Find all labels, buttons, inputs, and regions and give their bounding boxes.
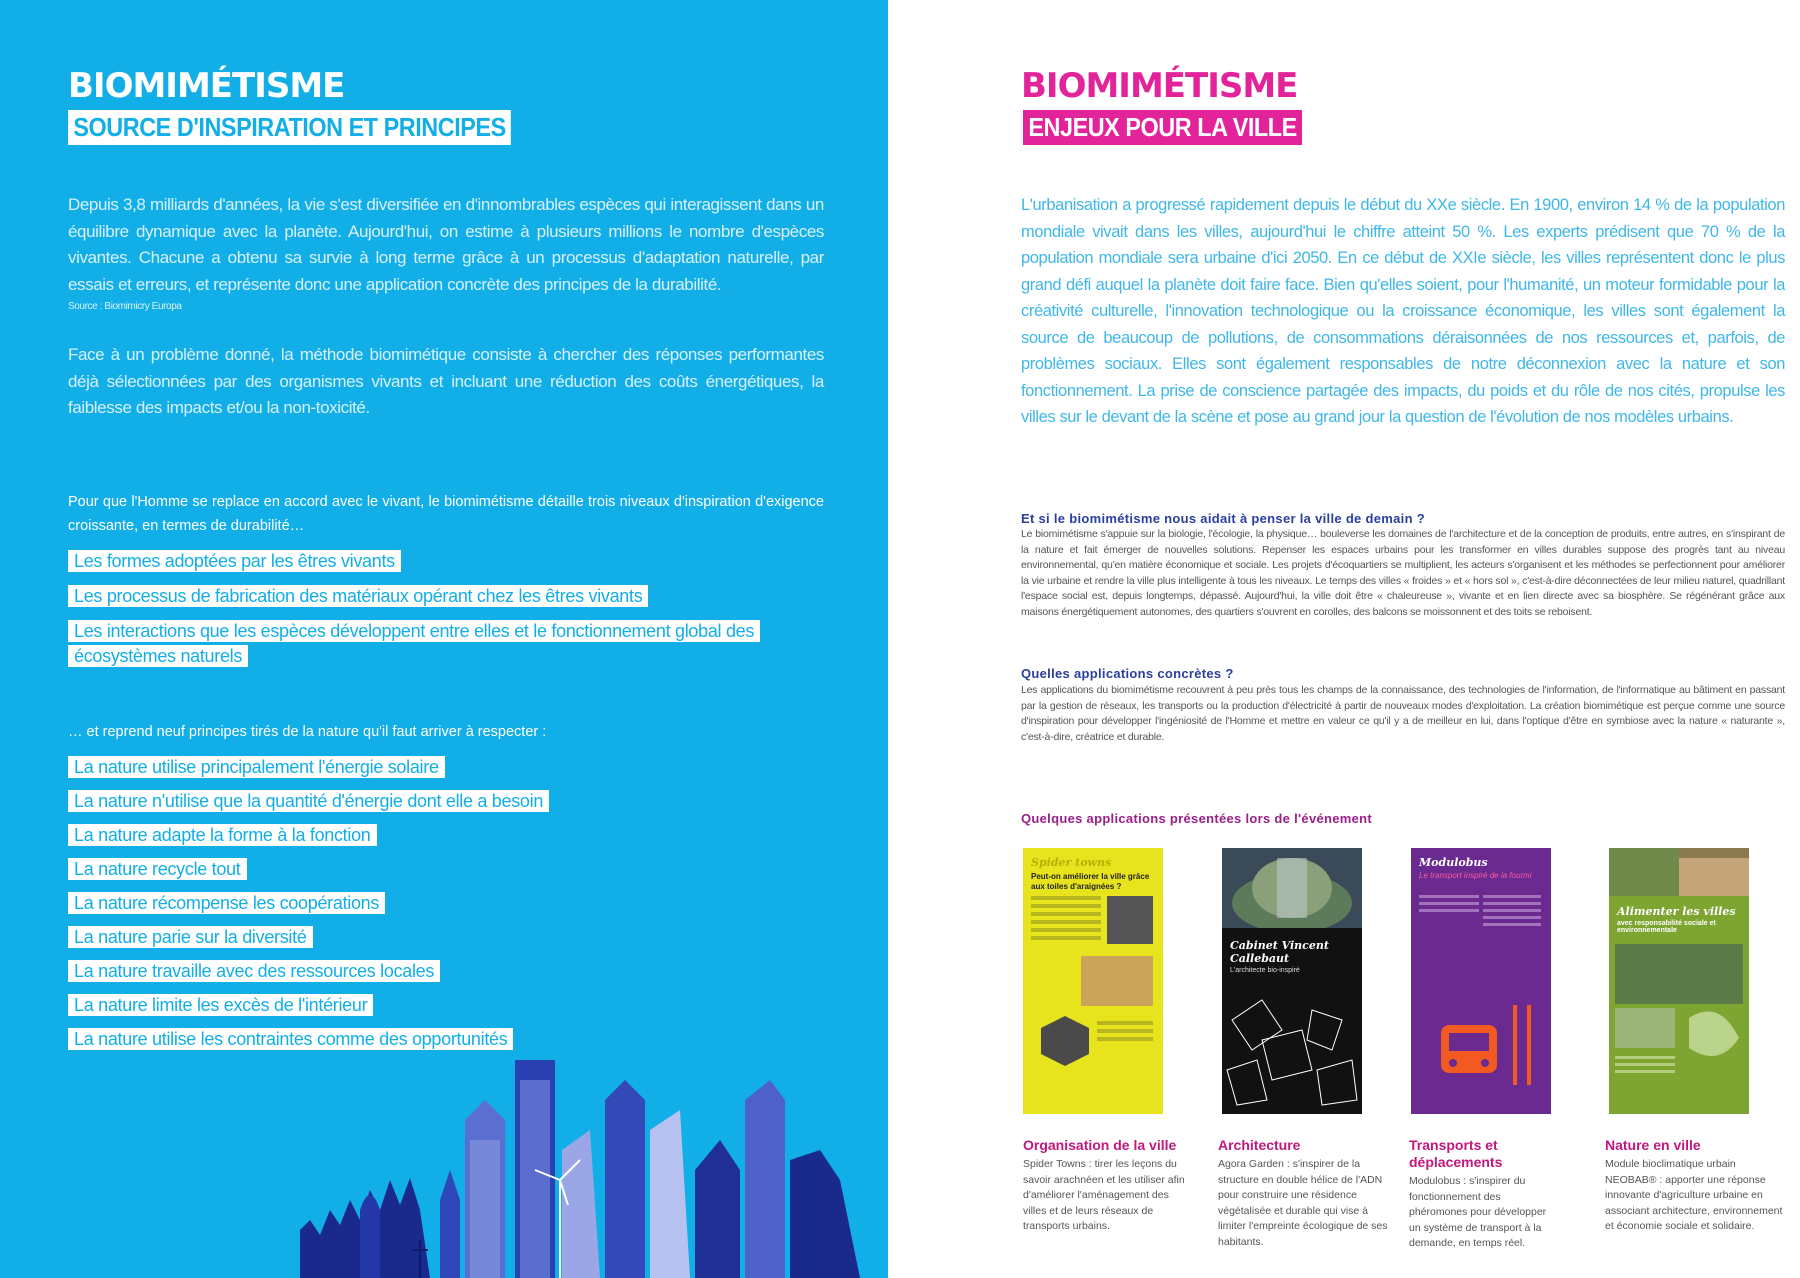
principle-label: La nature recycle tout <box>68 858 247 880</box>
level-item <box>68 549 788 574</box>
right-title: BIOMIMÉTISME <box>1021 66 1298 106</box>
principle-item <box>68 857 788 882</box>
poster-subtitle: Le transport inspiré de la fourmi <box>1419 871 1532 880</box>
caption-text-2: Agora Garden : s'inspirer de la structure en double hélice de l'ADN pour construire une résidence végétalisée et durable qui vise à limiter l'empreinte écologique de ses habitants. <box>1218 1158 1388 1248</box>
principles-list <box>68 755 788 1061</box>
level-item <box>68 584 788 609</box>
bus-illustration <box>1419 885 1543 1085</box>
poster-subtitle: avec responsabilité sociale et environnementale <box>1617 920 1716 934</box>
building-photo <box>1222 848 1362 928</box>
leaf-pattern-illustration <box>1222 980 1362 1110</box>
left-method-paragraph: Face à un problème donné, la méthode biomimétique consiste à chercher des réponses performantes déjà sélectionnées par des organismes vivants et incluant une réduction des coûts énergétiques, la faiblesse des impacts et/ou la non-toxicité. <box>68 345 824 417</box>
left-source-note: Source : Biomimicry Europa <box>68 301 182 312</box>
principle-item <box>68 755 788 780</box>
left-principles-intro: … et reprend neuf principes tirés de la nature qu'il faut arriver à respecter : <box>68 724 547 740</box>
caption-title-2: Architecture <box>1218 1137 1301 1153</box>
principle-item <box>68 959 788 984</box>
principle-label: La nature limite les excès de l'intérieur <box>68 994 373 1016</box>
principle-label: La nature travaille avec des ressources locales <box>68 960 440 982</box>
poster-modulobus <box>1411 848 1551 1114</box>
poster-nature-en-ville <box>1609 848 1749 1114</box>
poster-subtitle: Peut-on améliorer la ville grâce aux toiles d'araignées ? <box>1031 872 1150 891</box>
principle-label: La nature parie sur la diversité <box>68 926 313 948</box>
right-subtitle: ENJEUX POUR LA VILLE <box>1023 110 1302 145</box>
right-page <box>888 0 1800 1278</box>
principle-label: La nature récompense les coopérations <box>68 892 385 914</box>
caption-title-1: Organisation de la ville <box>1023 1137 1177 1153</box>
poster-title: Cabinet Vincent Callebaut <box>1230 939 1329 965</box>
level-item <box>68 619 758 669</box>
principle-label: La nature n'utilise que la quantité d'énergie dont elle a besoin <box>68 790 549 812</box>
question-heading-1: Et si le biomimétisme nous aidait à penser la ville de demain ? <box>1021 511 1425 526</box>
principle-item <box>68 1027 788 1052</box>
poster-title: Alimenter les villes <box>1617 905 1736 918</box>
left-intro-paragraph <box>68 192 824 314</box>
poster-callebaut <box>1222 848 1362 1114</box>
question-body-1: Le biomimétisme s'appuie sur la biologie, l'écologie, la physique… bouleverse les domaines de l'architecture et de la conception de produits, entre autres, en s'inspirant de la nature et fait émerger de nouvelles solutions. Repenser les espaces urbains pour les transformer en villes durables suppose des progrès tant au niveau environnemental, qu'en matière économique et sociale. Les projets d'écoquartiers se multiplient, les acteurs s'organisent et les méthodes se perfectionnent pour améliorer la vie urbaine et rendre la ville plus intelligente à tous les niveaux. Le temps des villes « froides » et « hors sol », c'est-à-dire déconnectées de leur milieu naturel, quadrillant l'espace social est, depuis longtemps, dépassé. Aujourd'hui, la ville doit être « chaleureuse », vivante et en lien directe avec sa biosphère. Se régénérant grâce aux maisons énergétiquement autonomes, des quartiers s'ouvrent en corolles, des balcons se moissonnent et des toits se reboisent. <box>1021 528 1785 618</box>
principle-label: La nature utilise les contraintes comme des opportunités <box>68 1028 513 1050</box>
question-heading-2: Quelles applications concrètes ? <box>1021 666 1234 681</box>
question-body-2: Les applications du biomimétisme recouvrent à peu près tous les champs de la connaissance, des technologies de l'information, de l'informatique au bâtiment en passant par la gestion de réseaux, les transports ou la production d'électricité à partir de nouveaux modes d'exploitation. La création biomimétique est perçue comme une source d'inspiration pour développer l'ingéniosité de l'Homme et mettre en valeur ce qu'il y a de meilleur en lui, dans l'optique d'être en symbiose avec la nature « naturante », c'est-à-dire, créatrice et durable. <box>1021 684 1785 743</box>
right-intro-paragraph: L'urbanisation a progressé rapidement depuis le début du XXe siècle. En 1900, environ 14 % de la population mondiale vivait dans les villes, aujourd'hui le chiffre atteint 50 %. Les experts prédisent que 70 % de la population mondiale sera urbaine d'ici 2050. En ce début de XXIe siècle, les villes représentent donc le plus grand défi auquel la planète doit faire face. Bien qu'elles soient, pour l'humanité, un moteur formidable pour la créativité culturelle, l'innovation technologique ou la croissance économique, les villes sont également la source de beaucoup de pollutions, de consommations déraisonnées de nos ressources et, parfois, de problèmes sociaux. Elles sont également responsables de notre déconnexion avec la nature et son fonctionnement. La prise de conscience partagée des impacts, du poids et du rôle de nos cités, propulse les villes sur le devant de la scène et pose au grand jour la question de l'évolution de nos modèles urbains. <box>1021 196 1785 426</box>
poster-spider-towns <box>1023 848 1163 1114</box>
caption-title-4: Nature en ville <box>1605 1137 1701 1153</box>
left-intro-text: Depuis 3,8 milliards d'années, la vie s'est diversifiée en d'innombrables espèces qui interagissent dans un équilibre dynamique avec la planète. Aujourd'hui, on estime à plusieurs millions le nombre d'espèces vivantes. Chacune a obtenu sa survie à long terme grâce à un processus d'adaptation naturelle, par essais et erreurs, et représente donc une application concrète des principes de la durabilité. <box>68 195 824 294</box>
left-subtitle: SOURCE D'INSPIRATION ET PRINCIPES <box>68 110 511 145</box>
caption-text-3: Modulobus : s'inspirer du fonctionnement des phéromones pour développer un système de transport à la demande, en temps réel. <box>1409 1175 1547 1249</box>
caption-title-3: Transports et déplacements <box>1409 1137 1503 1170</box>
level-label: Les formes adoptées par les êtres vivants <box>68 550 401 572</box>
applications-heading: Quelques applications présentées lors de l'événement <box>1021 811 1373 826</box>
poster-title: Spider towns <box>1031 856 1112 869</box>
principle-item <box>68 789 788 814</box>
city-skyline-illustration <box>300 1060 860 1278</box>
principle-item <box>68 925 788 950</box>
market-photo <box>1609 848 1749 896</box>
principle-item <box>68 993 788 1018</box>
garden-photo <box>1609 938 1749 1108</box>
principle-item <box>68 823 788 848</box>
principle-item <box>68 891 788 916</box>
principle-label: La nature adapte la forme à la fonction <box>68 824 377 846</box>
poster-subtitle: L'architecte bio-inspiré <box>1230 967 1300 974</box>
caption-text-4: Module bioclimatique urbain NEOBAB® : apporter une réponse innovante d'agriculture urbaine en associant architecture, environnement et économie sociale et solidaire. <box>1605 1158 1783 1232</box>
poster-illustration <box>1031 896 1155 1096</box>
inspiration-levels-list <box>68 549 788 679</box>
level-label: Les processus de fabrication des matériaux opérant chez les êtres vivants <box>68 585 648 607</box>
poster-title: Modulobus <box>1419 856 1488 869</box>
left-page <box>0 0 888 1278</box>
caption-text-1: Spider Towns : tirer les leçons du savoir arachnéen et les utiliser afin d'améliorer l'aménagement des villes et de leurs réseaux de transports urbains. <box>1023 1158 1185 1232</box>
left-title: BIOMIMÉTISME <box>68 66 345 106</box>
left-levels-intro: Pour que l'Homme se replace en accord avec le vivant, le biomimétisme détaille trois niveaux d'inspiration d'exigence croissante, en termes de durabilité… <box>68 494 824 534</box>
level-label: Les interactions que les espèces développent entre elles et le fonctionnement global des écosystèmes naturels <box>68 620 760 667</box>
principle-label: La nature utilise principalement l'énergie solaire <box>68 756 445 778</box>
